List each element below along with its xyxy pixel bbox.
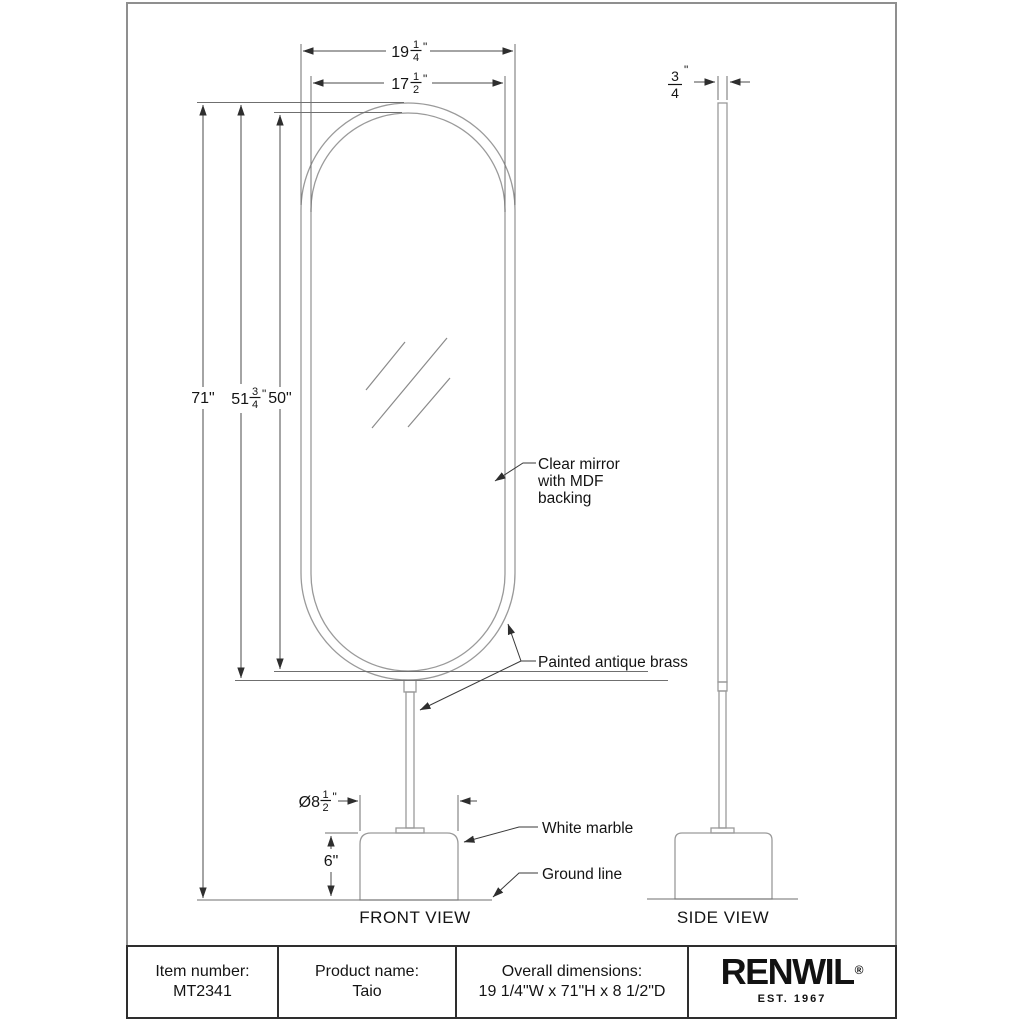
annotation-text: with MDF [538,473,604,490]
brand-name: RENWIL [720,950,854,992]
dim-unit: " [684,63,689,77]
product-name-cell [279,947,457,1017]
dim-value: 6" [323,853,339,870]
dim-fraction-numerator: 1 [412,39,420,51]
dim-value: 51 [231,391,249,408]
dim-fraction-denominator: 4 [671,85,679,101]
dim-unit: " [423,40,428,54]
side-view-label: SIDE VIEW [676,908,770,927]
overall-dimensions-label: Overall dimensions: [501,963,643,980]
dim-unit: " [262,387,267,401]
item-number-label: Item number: [155,963,250,980]
stand-pole-front [396,680,424,833]
dim-fraction-numerator: 3 [251,386,259,398]
leader-line [464,827,538,842]
front-view [197,103,515,927]
mirror-reflection-marks [366,338,450,428]
pole-mount-plate [396,828,424,833]
pole-connector [404,680,416,692]
annotation-text: Painted antique brass [538,654,688,671]
marble-base-front [360,833,458,900]
product-name-value: Taio [352,983,382,1000]
item-number-value: MT2341 [173,983,232,1000]
annotation-clear-mirror [495,456,620,507]
dim-fraction-denominator: 2 [412,84,420,96]
dim-outer-width [301,39,515,205]
dim-unit: " [332,790,337,804]
annotation-text: White marble [542,820,634,837]
item-number-cell [128,947,279,1017]
annotation-text: Clear mirror [538,456,620,473]
dim-frame-depth [668,63,750,101]
dim-unit: " [423,72,428,86]
dim-base-height [324,833,358,896]
dim-frame-height [231,105,668,681]
dim-fraction-numerator: 3 [671,68,679,84]
dim-fraction-denominator: 4 [412,52,420,64]
frame-profile-side [718,103,727,682]
dim-fraction-numerator: 1 [412,71,420,83]
overall-dimensions-value: 19 1/4"W x 71"H x 8 1/2"D [478,983,666,1000]
marble-base-side [675,833,772,899]
mirror-glass-outline [311,113,505,671]
mirror-frame-outer [301,103,515,680]
reflection-line [408,378,450,427]
dim-mirror-height [268,113,648,672]
leader-line [420,661,521,710]
leader-line [508,624,536,661]
side-view [647,103,798,927]
dim-value: 50" [268,390,292,407]
brand-established: EST. 1967 [757,992,827,1005]
brand-cell [689,947,895,1017]
reflection-line [372,338,447,428]
reflection-line [366,342,405,390]
dim-value: 17 [391,76,409,93]
dim-fraction-denominator: 2 [322,802,329,814]
pole [406,692,414,828]
product-name-label: Product name: [314,963,420,980]
pole-mount-plate-side [711,828,734,833]
annotation-text: backing [538,490,592,507]
dim-value: 71" [191,390,215,407]
registered-trademark-icon: ® [854,962,864,977]
annotation-white-marble [464,820,633,842]
pole-joint-side [718,682,727,691]
annotation-ground-line [493,866,622,897]
dim-fraction-numerator: 1 [322,789,329,801]
dim-fraction-denominator: 4 [251,399,259,411]
brand-logo [720,950,864,992]
spec-table [126,945,897,1019]
overall-dimensions-cell [457,947,689,1017]
front-view-label: FRONT VIEW [359,908,471,927]
dim-overall-height [191,103,404,899]
annotation-text: Ground line [542,866,623,883]
pole-side [719,691,726,828]
leader-line [493,873,538,897]
dim-base-diameter [299,789,477,831]
dim-value: Ø8 [298,794,320,811]
dim-value: 19 [391,44,409,61]
